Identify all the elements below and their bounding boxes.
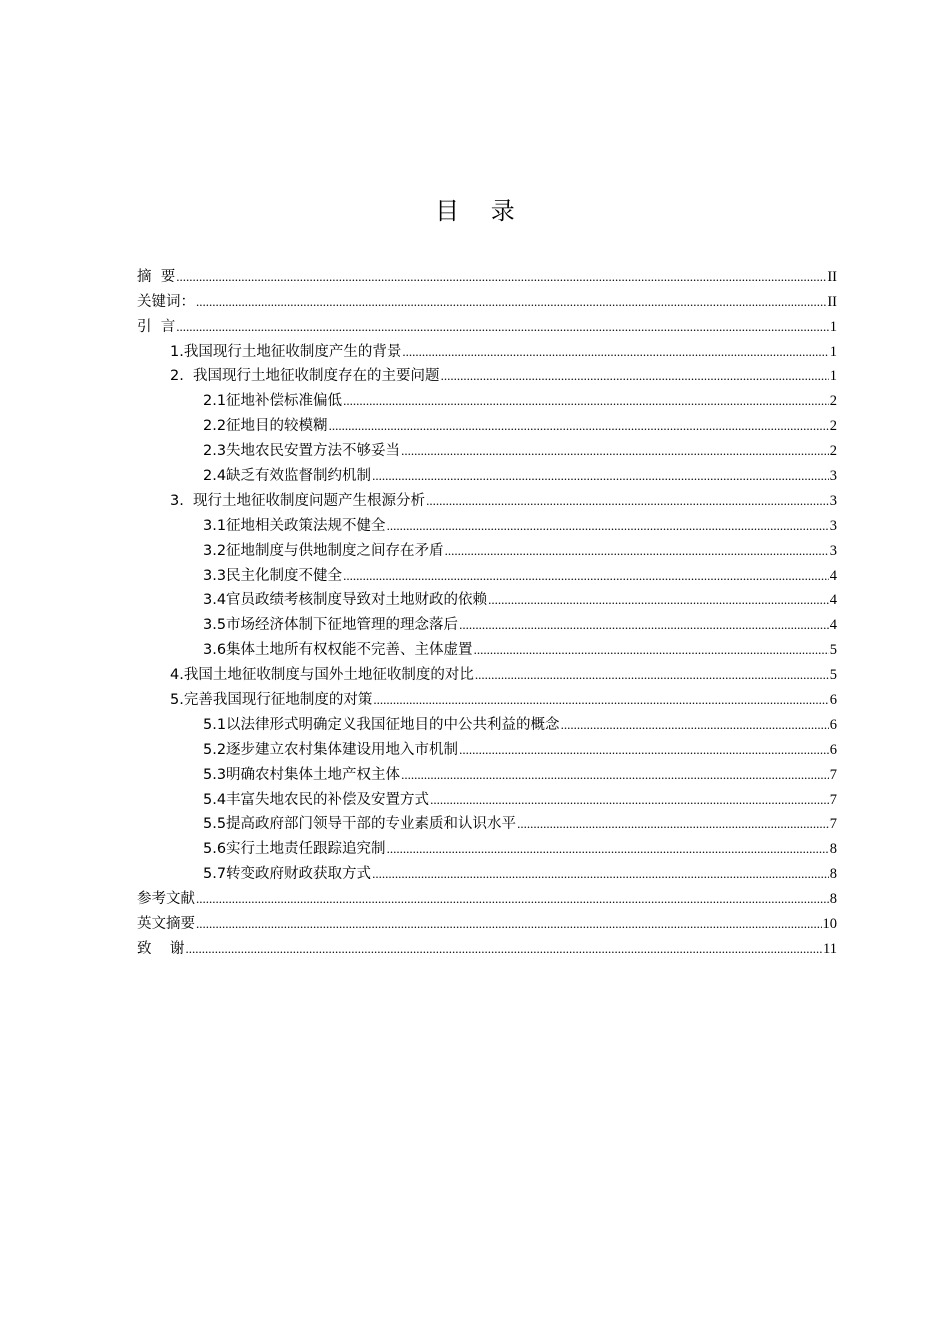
toc-entry[interactable] (137, 361, 837, 386)
toc-page-number: 7 (829, 816, 837, 833)
toc-page-number: 7 (829, 791, 837, 808)
toc-page-number: 5 (829, 642, 837, 659)
toc-page-number: 2 (829, 418, 837, 435)
toc-page-number: 11 (823, 940, 837, 957)
toc-entry-label: 5.6实行土地责任跟踪追究制 (203, 841, 386, 858)
toc-page-number: 1 (829, 318, 837, 335)
toc-leader-dots (401, 442, 829, 460)
toc-page-number: 10 (822, 916, 837, 933)
toc-entry[interactable] (137, 385, 837, 410)
toc-entry-label: 2.4缺乏有效监督制约机制 (203, 468, 372, 485)
toc-entry-label: 3.5市场经济体制下征地管理的理念落后 (203, 617, 459, 634)
toc-entry-label: 3.1征地相关政策法规不健全 (203, 517, 386, 534)
toc-entry-label: 致 谢 (137, 940, 185, 957)
toc-entry[interactable] (137, 883, 837, 908)
toc-entry-label: 5.3明确农村集体土地产权主体 (203, 766, 401, 783)
toc-page-number: 4 (829, 592, 837, 609)
toc-entry-label: 3.2征地制度与供地制度之间存在矛盾 (203, 542, 444, 559)
toc-page-number: 4 (829, 617, 837, 634)
toc-entry[interactable] (137, 908, 837, 933)
toc-page-number: 8 (829, 891, 837, 908)
toc-entry-label: 引 言 (137, 318, 176, 335)
toc-entry-label: 5.4丰富失地农民的补偿及安置方式 (203, 791, 430, 808)
toc-leader-dots (426, 492, 829, 510)
toc-leader-dots (488, 591, 829, 609)
toc-leader-dots (185, 940, 822, 958)
toc-leader-dots (387, 840, 829, 858)
toc-leader-dots (387, 517, 829, 535)
toc-entry-label: 4.我国土地征收制度与国外土地征收制度的对比 (170, 667, 474, 684)
toc-entry-label: 2.2征地目的较模糊 (203, 418, 328, 435)
toc-leader-dots (401, 766, 829, 784)
toc-entry[interactable] (137, 684, 837, 709)
toc-entry[interactable] (137, 858, 837, 883)
toc-entry[interactable] (137, 809, 837, 834)
toc-page-number: 6 (829, 741, 837, 758)
toc-leader-dots (329, 417, 829, 435)
toc-leader-dots (430, 791, 829, 809)
toc-entry-label: 5.5提高政府部门领导干部的专业素质和认识水平 (203, 816, 517, 833)
toc-entry[interactable] (137, 560, 837, 585)
toc-leader-dots (372, 467, 829, 485)
toc-entry-label: 摘 要 (137, 268, 176, 285)
toc-leader-dots (176, 268, 826, 286)
toc-page-number: 6 (829, 692, 837, 709)
toc-leader-dots (459, 616, 829, 634)
page-title: 目 录 (435, 197, 527, 225)
toc-entry-label: 3.4官员政绩考核制度导致对土地财政的依赖 (203, 592, 488, 609)
toc-leader-dots (176, 318, 829, 336)
toc-entry-label: 3. 现行土地征收制度问题产生根源分析 (170, 492, 426, 509)
toc-entry-label: 5.2逐步建立农村集体建设用地入市机制 (203, 741, 459, 758)
toc-leader-dots (561, 716, 829, 734)
toc-entry[interactable] (137, 709, 837, 734)
toc-page-number: 1 (829, 343, 837, 360)
toc-leader-dots (441, 367, 829, 385)
toc-page-number: 3 (829, 542, 837, 559)
toc-entry-label: 1.我国现行土地征收制度产生的背景 (170, 343, 402, 360)
toc-leader-dots (474, 641, 829, 659)
toc-entry[interactable] (137, 261, 837, 286)
toc-page-number: 7 (829, 766, 837, 783)
toc-page-number: II (827, 293, 837, 310)
toc-page-number: 8 (829, 866, 837, 883)
toc-entry[interactable] (137, 585, 837, 610)
toc-leader-dots (196, 915, 822, 933)
toc-leader-dots (402, 343, 828, 361)
toc-entry[interactable] (137, 311, 837, 336)
toc-entry-label: 英文摘要 (137, 916, 195, 933)
toc-entry[interactable] (137, 286, 837, 311)
toc-entry-label: 2. 我国现行土地征收制度存在的主要问题 (170, 368, 440, 385)
toc-entry[interactable] (137, 410, 837, 435)
toc-entry[interactable] (137, 535, 837, 560)
toc-page-number: 3 (829, 468, 837, 485)
toc-entry[interactable] (137, 933, 837, 958)
toc-entry-label: 参考文献 (137, 891, 195, 908)
toc-entry[interactable] (137, 659, 837, 684)
table-of-contents (137, 261, 837, 958)
toc-leader-dots (343, 567, 829, 585)
toc-page-number: 4 (829, 567, 837, 584)
toc-page-number: 2 (829, 393, 837, 410)
toc-entry-label: 3.3民主化制度不健全 (203, 567, 343, 584)
toc-page-number: 8 (829, 841, 837, 858)
toc-leader-dots (445, 542, 829, 560)
toc-page-number: 1 (829, 368, 837, 385)
toc-page-number: 2 (829, 443, 837, 460)
toc-entry[interactable] (137, 460, 837, 485)
toc-leader-dots (373, 691, 828, 709)
toc-leader-dots (196, 293, 826, 311)
toc-entry[interactable] (137, 784, 837, 809)
toc-leader-dots (517, 815, 829, 833)
toc-leader-dots (475, 666, 829, 684)
toc-entry[interactable] (137, 634, 837, 659)
toc-entry-label: 3.6集体土地所有权权能不完善、主体虚置 (203, 642, 473, 659)
toc-entry[interactable] (137, 734, 837, 759)
toc-entry[interactable] (137, 609, 837, 634)
toc-entry-label: 5.1以法律形式明确定义我国征地目的中公共利益的概念 (203, 716, 560, 733)
toc-page-number: 6 (829, 716, 837, 733)
toc-page-number: 3 (829, 517, 837, 534)
toc-leader-dots (372, 865, 829, 883)
toc-leader-dots (196, 890, 829, 908)
toc-entry[interactable] (137, 510, 837, 535)
toc-entry[interactable] (137, 336, 837, 361)
toc-entry[interactable] (137, 485, 837, 510)
toc-page-number: II (827, 268, 837, 285)
toc-page-number: 3 (829, 492, 837, 509)
toc-entry-label: 5.完善我国现行征地制度的对策 (170, 692, 373, 709)
toc-entry-label: 5.7转变政府财政获取方式 (203, 866, 372, 883)
toc-leader-dots (343, 392, 829, 410)
toc-leader-dots (459, 741, 829, 759)
toc-entry[interactable] (137, 435, 837, 460)
toc-entry-label: 关键词： (137, 293, 195, 310)
toc-entry[interactable] (137, 833, 837, 858)
toc-page-number: 5 (829, 667, 837, 684)
toc-entry[interactable] (137, 759, 837, 784)
toc-entry-label: 2.3失地农民安置方法不够妥当 (203, 443, 401, 460)
toc-entry-label: 2.1征地补偿标准偏低 (203, 393, 343, 410)
